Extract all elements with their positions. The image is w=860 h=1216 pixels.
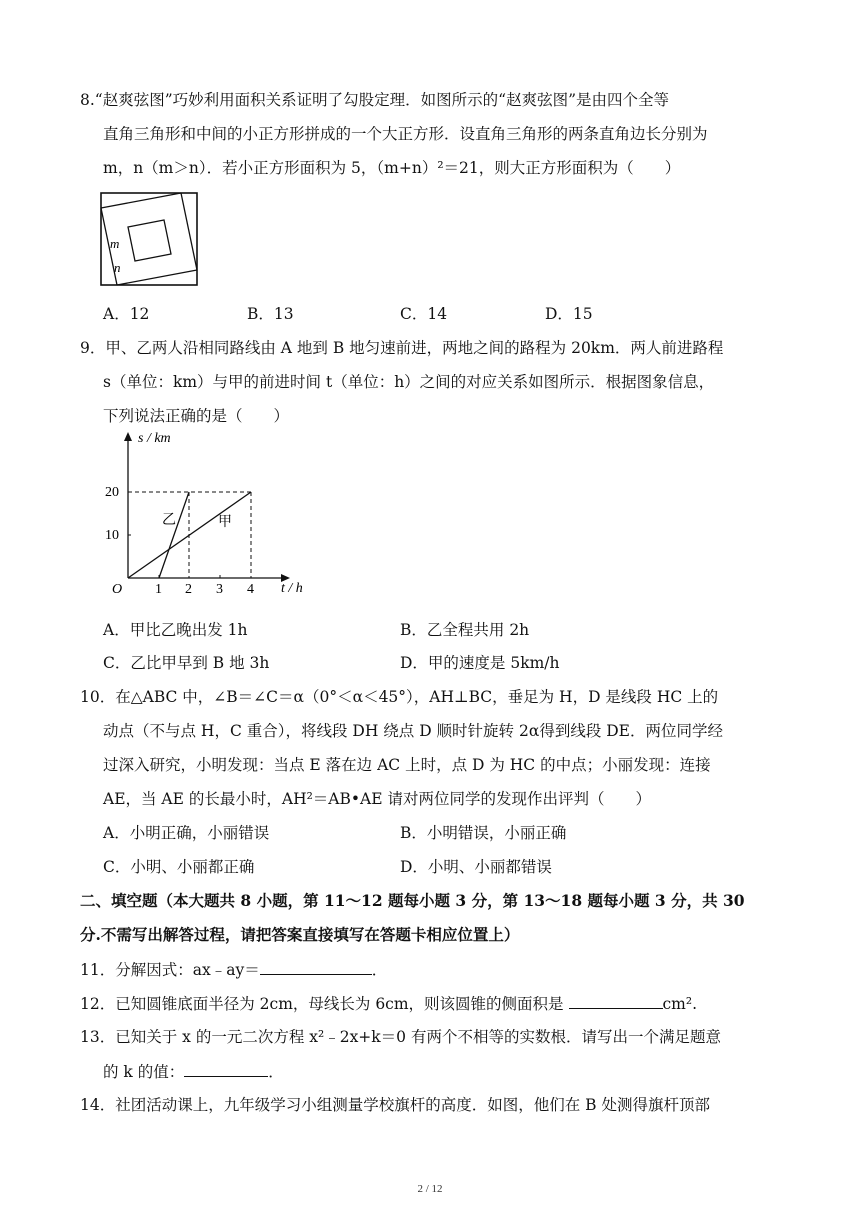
section-2-heading-1: 二、填空题（本大题共 8 小题，第 11～12 题每小题 3 分，第 13～18 题每小题 3 分，共 30 [80,891,745,910]
inner-square [128,220,171,261]
q8-choice-b[interactable]: B．13 [247,305,294,323]
q8-choice-d[interactable]: D．15 [545,305,593,323]
q8-line-3: m，n（m＞n）．若小正方形面积为 5，（m+n）²＝21，则大正方形面积为（ ） [103,159,681,177]
hyp-bottom [117,270,197,285]
q11-line [80,958,387,981]
q11-answer-blank[interactable] [260,958,372,975]
q10-choice-b[interactable]: B．小明错误，小丽正确 [400,824,567,842]
label-n: n [114,260,121,275]
x-axis-label: t / h [281,581,303,596]
q10-line-1: 10．在△ABC 中，∠B＝∠C＝α（0°＜α＜45°），AH⊥BC，垂足为 H，D 是线段 HC 上的 [80,688,719,706]
q12-text: 12．已知圆锥底面半径为 2cm，母线长为 6cm，则该圆锥的侧面积是 [80,995,569,1013]
x-tick-2: 2 [185,582,192,597]
y-tick-10: 10 [105,528,119,543]
q9-choice-b[interactable]: B．乙全程共用 2h [400,621,530,639]
q12-line [80,992,697,1015]
q12-answer-blank[interactable] [569,992,663,1009]
q9-line-1: 9．甲、乙两人沿相同路线由 A 地到 B 地匀速前进，两地之间的路程为 20km．两人前进路程 [80,339,724,357]
q10-choice-a[interactable]: A．小明正确，小丽错误 [103,824,270,842]
q10-choice-c[interactable]: C．小明、小丽都正确 [103,858,255,876]
q8-line-2: 直角三角形和中间的小正方形拼成的一个大正方形．设直角三角形的两条直角边长分别为 [103,125,708,143]
q13-text: 的 k 的值： [103,1063,185,1081]
q9-line-3: 下列说法正确的是（ ） [103,407,290,425]
distance-time-graph [100,428,315,603]
q9-choice-c[interactable]: C．乙比甲早到 B 地 3h [103,654,270,672]
hyp-right [181,193,197,270]
q13-line-2 [103,1060,284,1083]
q10-line-3: 过深入研究，小明发现：当点 E 落在边 AC 上时，点 D 为 HC 的中点；小丽发现：连接 [103,756,711,774]
q14-line-1: 14．社团活动课上，九年级学习小组测量学校旗杆的高度．如图，他们在 B 处测得旗杆顶部 [80,1096,710,1114]
q13-end: ． [268,1063,284,1081]
q13-line-1: 13．已知关于 x 的一元二次方程 x²﹣2x+k＝0 有两个不相等的实数根．请写出一个满足题意 [80,1028,721,1046]
q8-line-1: 8.“赵爽弦图”巧妙利用面积关系证明了勾股定理．如图所示的“赵爽弦图”是由四个全等 [80,91,669,109]
label-m: m [110,236,120,251]
q9-line-2: s（单位：km）与甲的前进时间 t（单位：h）之间的对应关系如图所示．根据图象信息， [103,373,715,391]
x-tick-3: 3 [216,582,223,597]
zhao-shuang-figure [100,192,200,288]
y-tick-20: 20 [105,485,119,500]
y-axis-label: s / km [138,431,171,446]
section-2-heading-2: 分.不需写出解答过程，请把答案直接填写在答题卡相应位置上） [80,925,520,944]
x-tick-4: 4 [247,582,254,597]
q11-end: ． [371,961,388,979]
q10-line-4: AE，当 AE 的长最小时，AH²＝AB•AE 请对两位同学的发现作出评判（ ） [103,790,651,808]
hyp-top [101,193,181,208]
q10-choice-d[interactable]: D．小明、小丽都错误 [400,858,552,876]
q9-choice-d[interactable]: D．甲的速度是 5km/h [400,654,560,672]
x-tick-1: 1 [155,582,162,597]
q13-answer-blank[interactable] [184,1060,268,1077]
series-yi-line [159,492,189,578]
q8-choice-c[interactable]: C．14 [400,305,448,323]
y-axis-arrow [124,432,132,441]
q9-choice-a[interactable]: A．甲比乙晚出发 1h [103,621,248,639]
origin-label: O [112,582,123,597]
q12-end: cm². [662,995,698,1013]
q8-choice-a[interactable]: A．12 [103,305,150,323]
q11-text: 11．分解因式：ax﹣ay＝ [80,961,260,979]
q10-line-2: 动点（不与点 H，C 重合），将线段 DH 绕点 D 顺时针旋转 2α得到线段 DE．两位同学经 [103,722,723,740]
page-number: 2 / 12 [417,1183,443,1195]
series-yi-label: 乙 [162,513,176,528]
series-jia-label: 甲 [218,515,232,530]
